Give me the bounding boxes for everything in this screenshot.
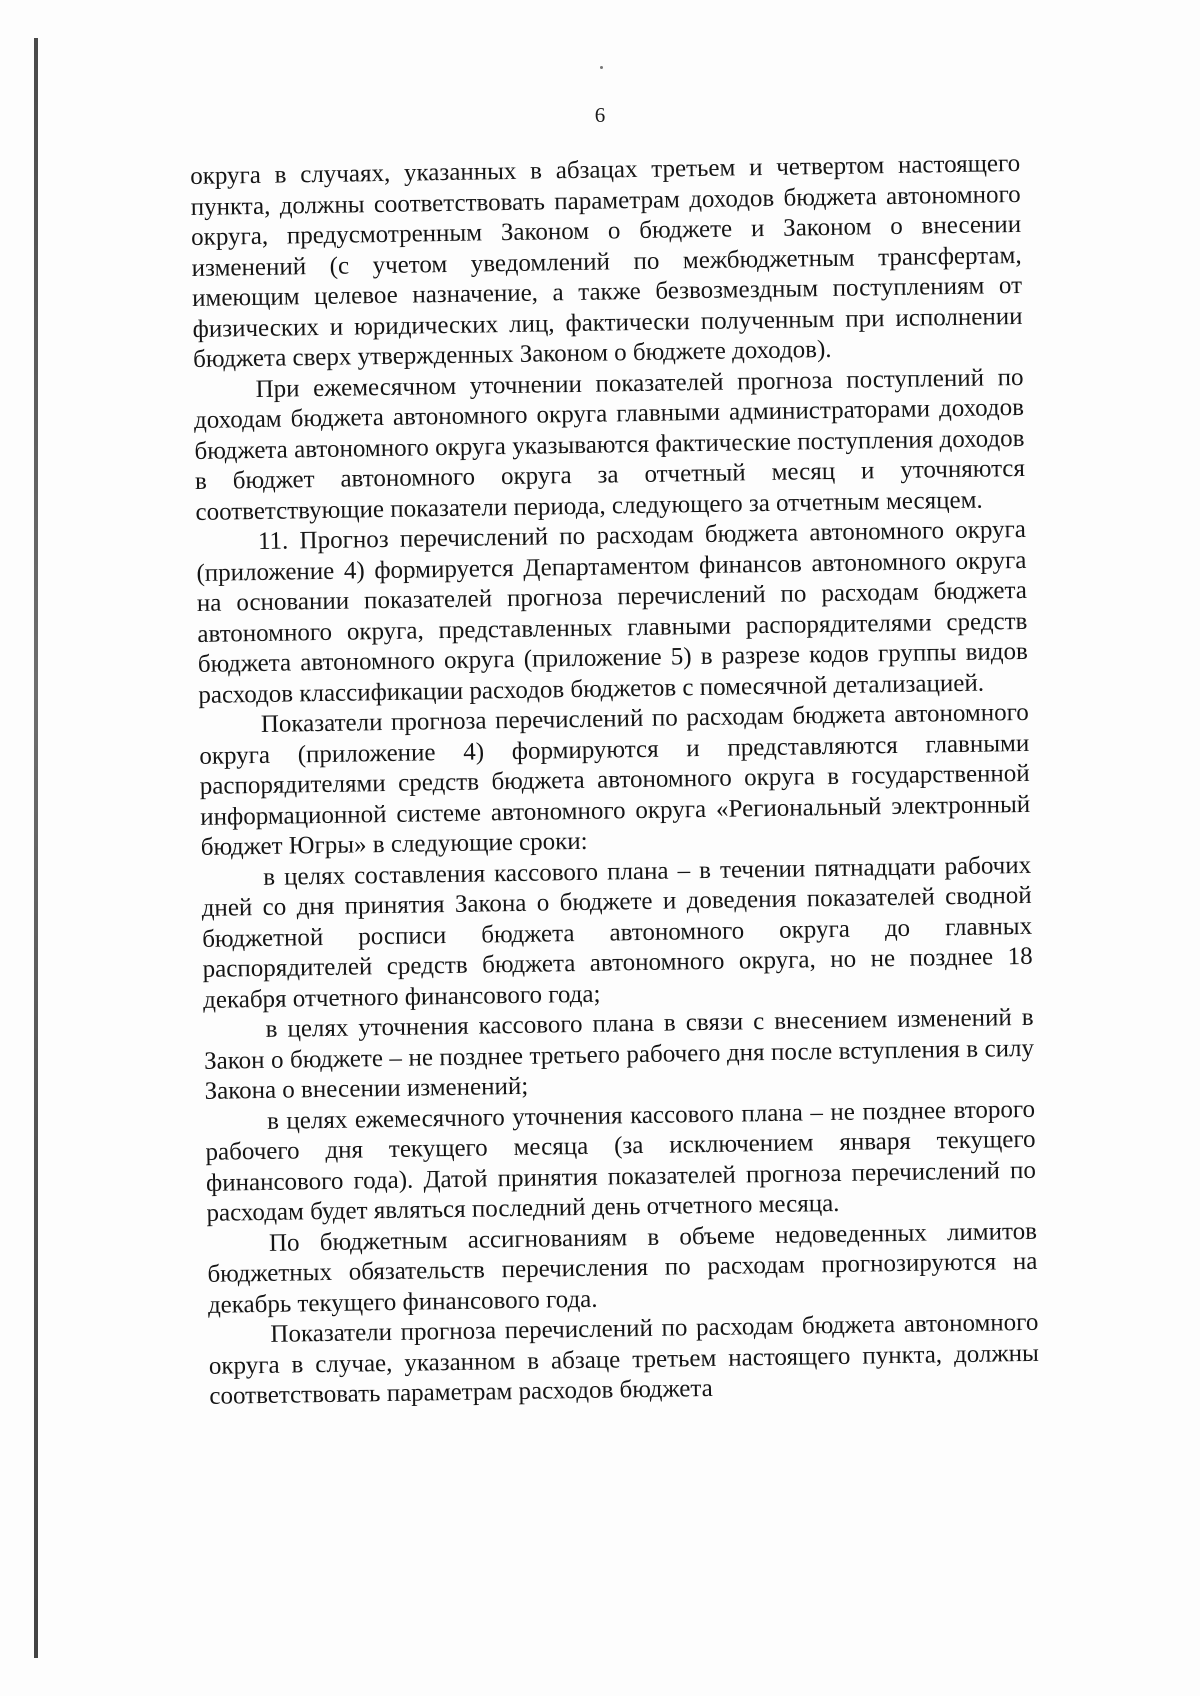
paragraph-budget-allocations: По бюджетным ассигнованиям в объеме недоведенных лимитов бюджетных обязательств перечисления по расходам прогнозируются на декабрь текущего финансового года.: [207, 1217, 1038, 1319]
paragraph-term-monthly-update: в целях ежемесячного уточнения кассового плана – не позднее второго рабочего дня текущего месяца (за исключением января текущего финансового года). Датой принятия показателей прогноза перечислений по расходам будет являться последний день отчетного месяца.: [205, 1095, 1037, 1227]
paragraph-continuation: округа в случаях, указанных в абзацах третьем и четвертом настоящего пункта, должны соответствовать параметрам доходов бюджета автономного округа, предусмотренным Законом о бюджете и Законом о внесении изменений (с учетом уведомлений по межбюджетным трансфертам, имеющим целевое назначение, а также безвозмездным поступлениям от физических и юридических лиц, фактически полученным при исполнении бюджета сверх утвержденных Законом о бюджете доходов).: [190, 149, 1023, 373]
paragraph-item-11: 11. Прогноз перечислений по расходам бюджета автономного округа (приложение 4) формируется Департаментом финансов автономного округа на основании показателей прогноза перечислений по расходам бюджета автономного округа, представленных главными распорядителями средств бюджета автономного округа (приложение 5) в разрезе кодов группы видов расходов классификации расходов бюджетов с помесячной детализацией.: [196, 515, 1029, 709]
paragraph-term-plan-update: в целях уточнения кассового плана в связи с внесением изменений в Закон о бюджете – не позднее третьего рабочего дня после вступления в силу Закона о внесении изменений;: [203, 1003, 1035, 1105]
paragraph-term-cash-plan: в целях составления кассового плана – в течении пятнадцати рабочих дней со дня принятия Закона о бюджете и доведения показателей сводной бюджетной росписи бюджета автономного округа до главных распорядителей средств бюджета автономного округа, но не позднее 18 декабря отчетного финансового года;: [201, 851, 1033, 1014]
paragraph-expense-indicators: Показатели прогноза перечислений по расходам бюджета автономного округа (приложение 4) формируются и представляются главными распорядителями средств бюджета автономного округа в государственной информационной системе автономного округа «Региональный электронный бюджет Югры» в следующие сроки:: [199, 698, 1031, 861]
scan-edge-shadow: [34, 38, 38, 1658]
scan-speck: [600, 66, 603, 69]
document-body: [190, 149, 1040, 1412]
page-number: 6: [594, 103, 606, 127]
paragraph-expense-compliance: Показатели прогноза перечислений по расходам бюджета автономного округа в случае, указанном в абзаце третьем настоящего пункта, должны соответствовать параметрам расходов бюджета: [208, 1308, 1040, 1410]
paragraph-monthly-revenue-update: При ежемесячном уточнении показателей прогноза поступлений по доходам бюджета автономного округа главными администраторами доходов бюджета автономного округа указываются фактические поступления доходов в бюджет автономного округа за отчетный месяц и уточняются соответствующие показатели периода, следующего за отчетным месяцем.: [193, 363, 1026, 526]
